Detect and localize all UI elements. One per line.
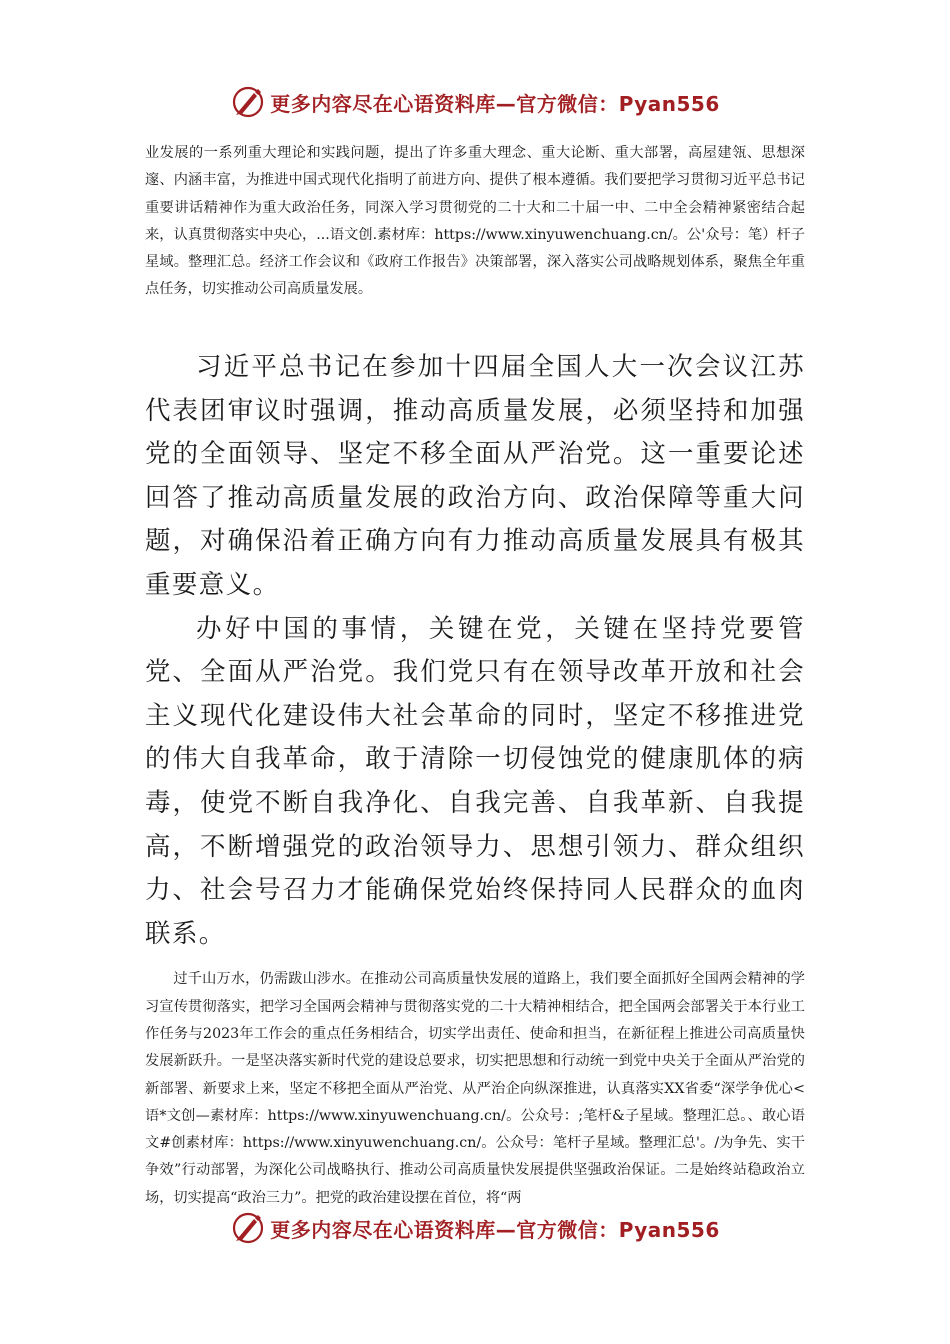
paragraph-2: 习近平总书记在参加十四届全国人大一次会议江苏代表团审议时强调，推动高质量发展，必须坚持和加强党的全面领导、坚定不移全面从严治党。这一重要论述回答了推动高质量发展的政治方向、政治保障等重大问题，对确保沿着正确方向有力推动高质量发展具有极其重要意义。 xyxy=(145,352,805,600)
header-banner xyxy=(0,82,950,122)
pen-circle-logo-icon xyxy=(230,1210,266,1246)
paragraph-4: 过千山万水，仍需跋山涉水。在推动公司高质量快发展的道路上，我们要全面抓好全国两会精神的学习宣传贯彻落实，把学习全国两会精神与贯彻落实党的二十大精神相结合，把全国两会部署关于本行业工作任务与2023年工作会的重点任务相结合，切实学出责任、使命和担当，在新征程上推进公司高质量快发展新跃升。一是坚决落实新时代党的建设总要求，切实把思想和行动统一到党中央关于全面从严治党的新部署、新要求上来，坚定不移把全面从严治党、从严治企向纵深推进，认真落实XX省委“深学争优心<语*文创—素材库：https://www.xinyuwenchuang.cn/。公众号：;笔杆&子星域。整理汇总。、敢心语文#创素材库：https://www.xinyuwenchuang.cn/。公众号：笔杆子星域。整理汇总'。/为争先、实干争效”行动部署，为深化公司战略执行、推动公司高质量快发展提供坚强政治保证。二是始终站稳政治立场，切实提高“政治三力”。把党的政治建设摆在首位，将“两 xyxy=(145,971,805,1206)
paragraph-1: 业发展的一系列重大理论和实践问题，提出了许多重大理念、重大论断、重大部署，高屋建瓴、思想深邃、内涵丰富，为推进中国式现代化指明了前进方向、提供了根本遵循。我们要把学习贯彻习近平总书记重要讲话精神作为重大政治任务，同深入学习贯彻党的二十大和二十届一中、二中全会精神紧密结合起来，认真贯彻落实中央心，...语文创.素材库：https://www.xinyuwenchuang.cn/。公'众号：笔）杆子星域。整理汇总。经济工作会议和《政府工作报告》决策部署，深入落实公司战略规划体系，聚焦全年重点任务，切实推动公司高质量发展。 xyxy=(145,145,805,298)
footer-banner-text: 更多内容尽在心语资料库—官方微信：Pyan556 xyxy=(270,1217,720,1242)
paragraph-3: 办好中国的事情，关键在党，关键在坚持党要管党、全面从严治党。我们党只有在领导改革开放和社会主义现代化建设伟大社会革命的同时，坚定不移推进党的伟大自我革命，敢于清除一切侵蚀党的健康肌体的病毒，使党不断自我净化、自我完善、自我革新、自我提高，不断增强党的政治领导力、思想引领力、群众组织力、社会号召力才能确保党始终保持同人民群众的血肉联系。 xyxy=(145,613,805,949)
pen-circle-logo-icon xyxy=(230,84,266,120)
document-body xyxy=(145,140,805,1212)
header-banner-text: 更多内容尽在心语资料库—官方微信：Pyan556 xyxy=(270,91,720,116)
footer-banner xyxy=(0,1208,950,1248)
